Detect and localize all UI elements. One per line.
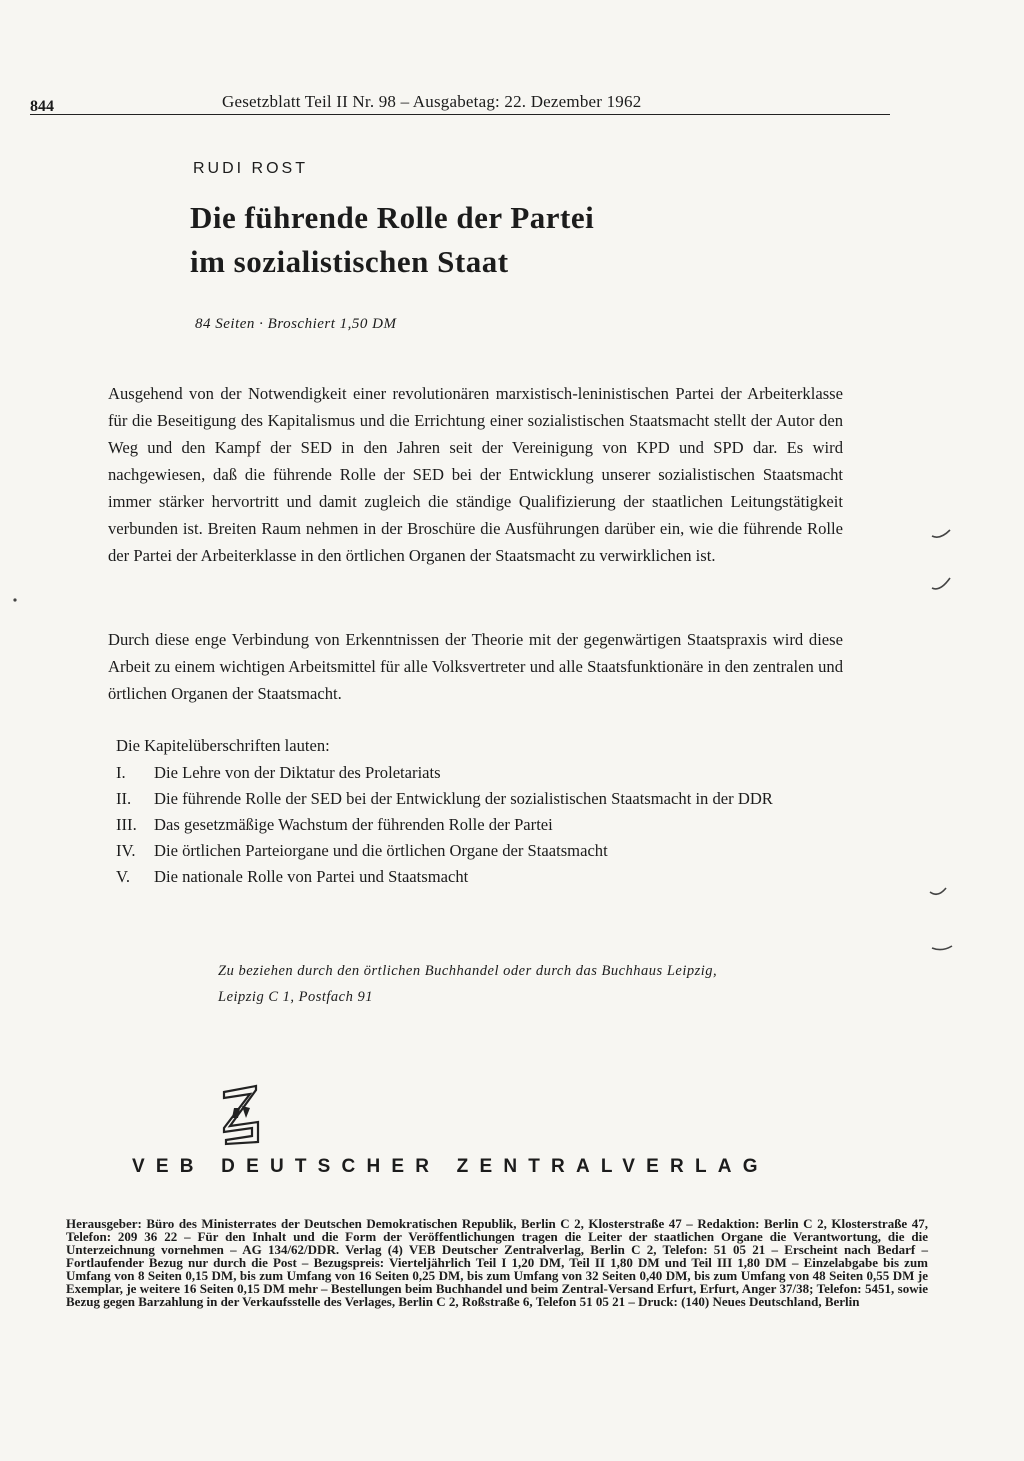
chapter-number: I. [116, 763, 126, 782]
chapter-item [116, 762, 861, 784]
chapter-item [116, 840, 861, 862]
page-number: 844 [30, 98, 54, 115]
description-paragraph-2: Durch diese enge Verbindung von Erkenntnissen der Theorie mit der gegenwärtigen Staatspraxis wird diese Arbeit zu einem wichtigen Arbeitsmittel für alle Volksvertreter und alle Staatsfunktionäre in den zentralen und örtlichen Organen der Staatsmacht. [108, 630, 843, 703]
chapter-title: Die nationale Rolle von Partei und Staatsmacht [154, 867, 469, 886]
chapter-number: IV. [116, 841, 136, 860]
chapter-title: Das gesetzmäßige Wachstum der führenden Rolle der Partei [154, 815, 553, 834]
order-note-line-1: Zu beziehen durch den örtlichen Buchhandel oder durch das Buchhaus Leipzig, [218, 963, 718, 979]
book-title-line-1: Die führende Rolle der Partei [190, 200, 595, 235]
margin-check-mark [932, 578, 950, 589]
chapter-number: III. [116, 815, 137, 834]
book-author: RUDI ROST [193, 160, 308, 177]
order-note-line-2: Leipzig C 1, Postfach 91 [218, 989, 373, 1005]
order-note [218, 958, 868, 1010]
chapter-item [116, 788, 861, 810]
chapter-number: II. [116, 789, 132, 808]
impressum-text: Herausgeber: Büro des Ministerrates der Deutschen Demokratischen Republik, Berlin C 2, Klosterstraße 47 – Redaktion: Berlin C 2, Klosterstraße 47, Telefon: 209 36 22 – Für den Inhalt und die Form der Veröffentlichungen tragen die Leiter der staatlichen Organe die Verantwortung, die die Unterzeichnung vornehmen – AG 134/62/DDR. Verlag (4) VEB Deutscher Zentralverlag, Berlin C 2, Telefon: 51 05 21 – Erscheint nach Bedarf – Fortlaufender Bezug nur durch die Post – Bezugspreis: Vierteljährlich Teil I 1,20 DM, Teil II 1,80 DM und Teil III 1,80 DM – Einzelabgabe bis zum Umfang von 8 Seiten 0,15 DM, bis zum Umfang von 16 Seiten 0,25 DM, bis zum Umfang von 32 Seiten 0,40 DM, bis zum Umfang von 48 Seiten 0,55 DM je Exemplar, je weitere 16 Seiten 0,15 DM mehr – Bestellungen beim Buchhandel und beim Zentral-Versand Erfurt, Erfurt, Anger 37/38; Telefon: 5451, sowie Bezug gegen Barzahlung in der Verkaufsstelle des Verlages, Berlin C 2, Roßstraße 6, Telefon 51 05 21 – Druck: (140) Neues Deutschland, Berlin [66, 1216, 928, 1309]
chapter-title: Die örtlichen Parteiorgane und die örtlichen Organe der Staatsmacht [154, 841, 608, 860]
margin-check-mark [932, 946, 952, 950]
chapters-heading: Die Kapitelüberschriften lauten: [116, 736, 330, 755]
book-title-line-2: im sozialistischen Staat [190, 244, 509, 279]
publisher-logo-icon [216, 1078, 266, 1150]
margin-check-mark [932, 530, 950, 537]
gazette-header-title: Gesetzblatt Teil II Nr. 98 – Ausgabetag: 22. Dezember 1962 [222, 92, 642, 111]
book-title [190, 196, 750, 284]
page-header [30, 88, 890, 115]
margin-check-mark [930, 888, 946, 894]
chapter-title: Die Lehre von der Diktatur des Proletariats [154, 763, 441, 782]
chapter-title: Die führende Rolle der SED bei der Entwicklung der sozialistischen Staatsmacht in der DDR [154, 789, 773, 808]
margin-dot [13, 598, 16, 601]
chapter-list [116, 762, 861, 892]
book-info: 84 Seiten · Broschiert 1,50 DM [195, 316, 397, 332]
chapter-item [116, 866, 861, 888]
publisher-name: VEB DEUTSCHER ZENTRALVERLAG [132, 1156, 769, 1177]
chapter-item [116, 814, 861, 836]
description-paragraph-1: Ausgehend von der Notwendigkeit einer revolutionären marxistisch-leninistischen Partei der Arbeiterklasse für die Beseitigung des Kapitalismus und die Errichtung einer sozialistischen Staatsmacht stellt der Autor den Weg und den Kampf der SED in den Jahren seit der Vereinigung von KPD und SPD dar. Es wird nachgewiesen, daß die führende Rolle der SED bei der Entwicklung unserer sozialistischen Staatsmacht immer stärker hervortritt und damit zugleich die ständige Qualifizierung der staatlichen Leitungstätigkeit verbunden ist. Breiten Raum nehmen in der Broschüre die Ausführungen darüber ein, wie die führende Rolle der Partei der Arbeiterklasse in den örtlichen Organen der Staatsmacht zu verwirklichen ist. [108, 384, 843, 565]
chapter-number: V. [116, 867, 130, 886]
